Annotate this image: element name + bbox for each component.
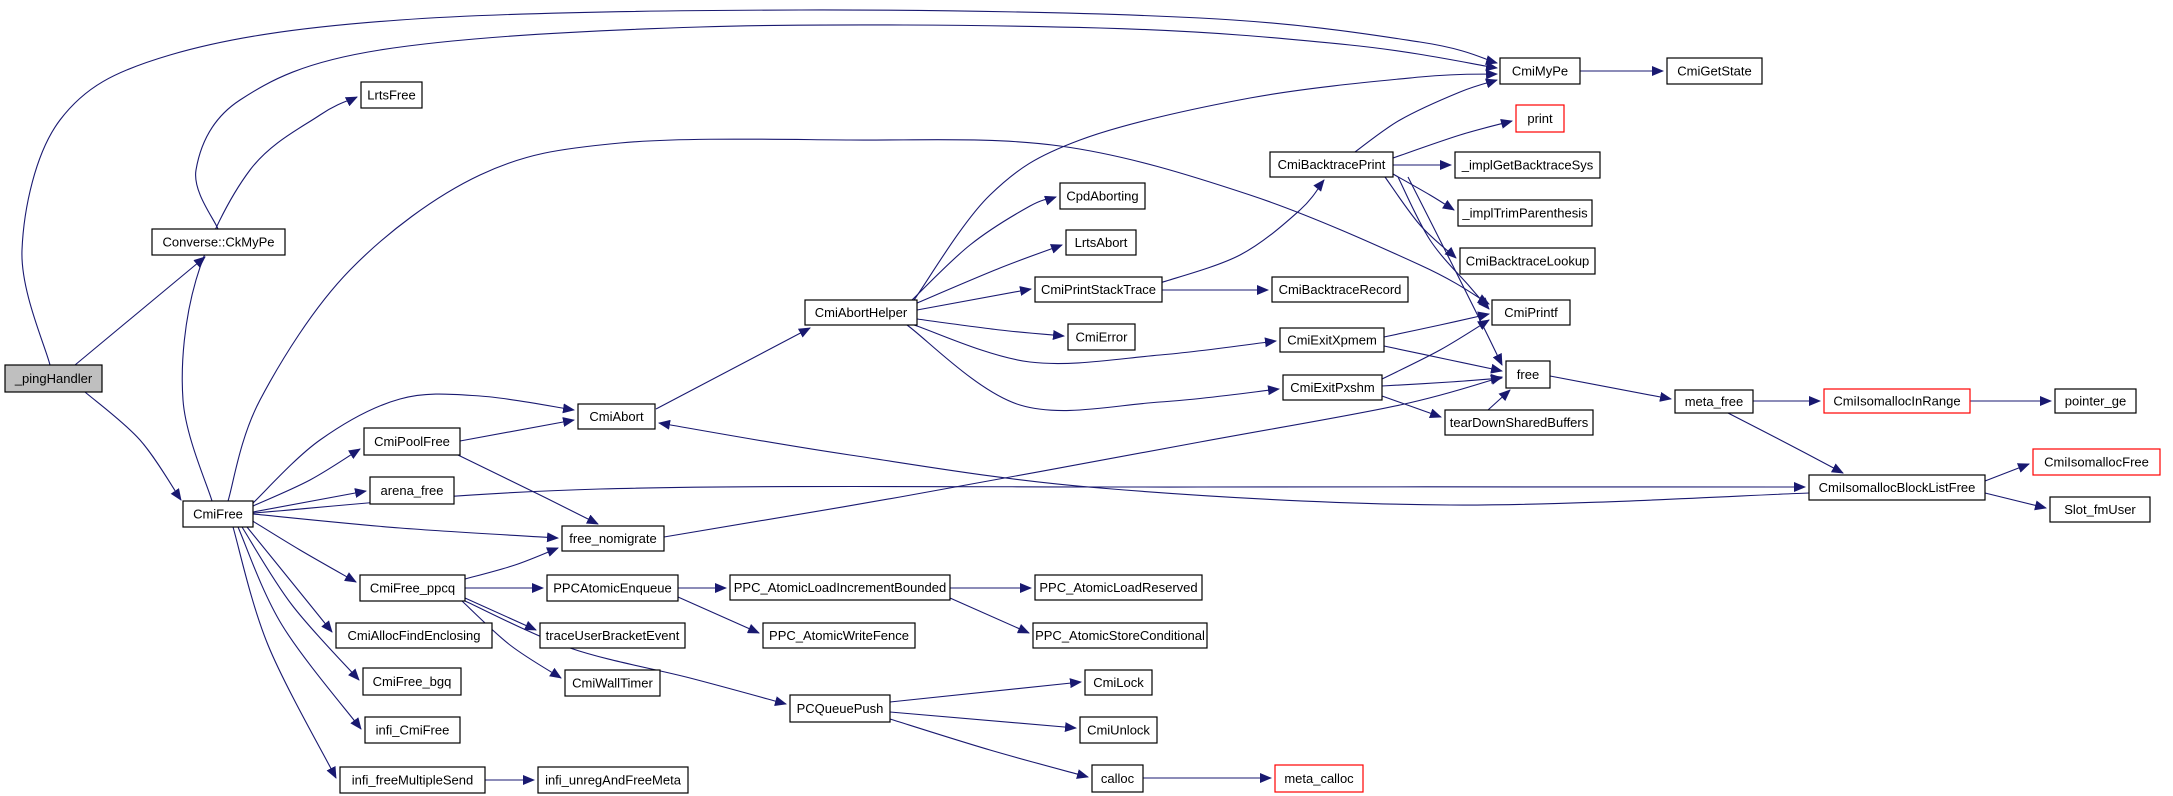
node-label-infi_unregAndFreeMeta: infi_unregAndFreeMeta (545, 772, 681, 788)
node-label-CmiPrintf: CmiPrintf (1504, 305, 1558, 320)
node-infi_unregAndFreeMeta[interactable] (538, 767, 688, 793)
node-Slot_fmUser[interactable] (2050, 497, 2150, 522)
node-label-CpdAborting: CpdAborting (1066, 188, 1139, 204)
node-label-CmiFree_bgq: CmiFree_bgq (372, 674, 452, 689)
node-label-CmiBacktraceRecord: CmiBacktraceRecord (1278, 282, 1402, 297)
node-label-CmiIsomallocBlockListFree: CmiIsomallocBlockListFree (1818, 480, 1976, 495)
node-label-implTrimParenthesis: _implTrimParenthesis (1462, 205, 1588, 221)
node-label-meta_free: meta_free (1684, 394, 1744, 409)
node-pingHandler (5, 365, 102, 392)
node-label-CmiAbort: CmiAbort (589, 409, 644, 424)
node-PPC_AtomicStoreConditional[interactable] (1033, 623, 1207, 648)
node-CmiWallTimer[interactable] (565, 670, 660, 696)
node-label-pingHandler: _pingHandler (14, 371, 93, 386)
node-CmiExitPxshm[interactable] (1283, 375, 1382, 400)
node-label-LrtsFree: LrtsFree (367, 87, 416, 103)
node-LrtsAbort[interactable] (1066, 230, 1136, 255)
node-CmiLock[interactable] (1085, 670, 1152, 695)
node-CmiPoolFree[interactable] (364, 428, 460, 455)
node-CkMyPe[interactable] (152, 229, 285, 255)
node-traceUserBracketEvent[interactable] (540, 623, 685, 648)
node-label-CmiExitXpmem: CmiExitXpmem (1287, 332, 1377, 348)
node-CmiPrintf[interactable] (1492, 300, 1570, 325)
node-label-LrtsAbort: LrtsAbort (1074, 235, 1128, 250)
node-label-CmiIsomallocInRange: CmiIsomallocInRange (1833, 393, 1961, 409)
node-label-PPC_AtomicLoadReserved: PPC_AtomicLoadReserved (1039, 580, 1198, 595)
node-calloc[interactable] (1092, 765, 1143, 792)
node-CmiBacktracePrint[interactable] (1270, 152, 1393, 177)
node-CmiAbort[interactable] (578, 404, 655, 429)
node-label-CmiWallTimer: CmiWallTimer (572, 675, 653, 691)
node-label-calloc: calloc (1100, 771, 1135, 786)
node-PCQueuePush[interactable] (790, 695, 890, 722)
node-CmiIsomallocFree[interactable] (2033, 449, 2160, 475)
node-label-CmiFree: CmiFree (193, 506, 243, 522)
node-arena_free[interactable] (370, 477, 454, 504)
node-label-PPC_AtomicStoreConditional: PPC_AtomicStoreConditional (1035, 628, 1205, 643)
node-label-CmiBacktraceLookup: CmiBacktraceLookup (1465, 253, 1590, 269)
node-label-free_nomigrate: free_nomigrate (569, 531, 657, 546)
node-label-CmiError: CmiError (1075, 329, 1128, 345)
node-CmiBacktraceLookup[interactable] (1460, 248, 1595, 274)
node-label-PCQueuePush: PCQueuePush (796, 701, 884, 716)
node-CmiFree_bgq[interactable] (363, 668, 461, 695)
node-CmiGetState[interactable] (1667, 58, 1762, 84)
node-CmiMyPe[interactable] (1500, 58, 1580, 84)
node-label-free: free (1516, 367, 1540, 382)
node-implGetBacktraceSys[interactable] (1455, 152, 1600, 178)
node-CpdAborting[interactable] (1060, 183, 1145, 209)
node-infi_CmiFree[interactable] (365, 717, 460, 743)
node-label-pointer_ge: pointer_ge (2064, 393, 2127, 409)
node-label-CmiAllocFindEnclosing: CmiAllocFindEnclosing (347, 628, 481, 643)
node-CmiIsomallocBlockListFree[interactable] (1809, 475, 1985, 500)
node-CmiBacktraceRecord[interactable] (1272, 277, 1408, 302)
node-print[interactable] (1516, 105, 1564, 132)
node-label-CmiIsomallocFree: CmiIsomallocFree (2044, 454, 2149, 470)
node-label-CmiAbortHelper: CmiAbortHelper (814, 305, 908, 320)
node-CmiExitXpmem[interactable] (1280, 328, 1384, 352)
node-label-CmiMyPe: CmiMyPe (1511, 63, 1569, 79)
node-meta_free[interactable] (1675, 390, 1753, 413)
node-label-infi_freeMultipleSend: infi_freeMultipleSend (351, 772, 474, 788)
node-infi_freeMultipleSend[interactable] (340, 767, 485, 793)
node-CmiFree_ppcq[interactable] (360, 575, 465, 601)
node-label-CkMyPe: Converse::CkMyPe (162, 234, 275, 250)
node-CmiUnlock[interactable] (1080, 717, 1157, 743)
node-label-CmiFree_ppcq: CmiFree_ppcq (369, 580, 456, 596)
node-label-PPC_AtomicWriteFence: PPC_AtomicWriteFence (769, 628, 909, 643)
node-label-arena_free: arena_free (380, 483, 444, 498)
node-label-meta_calloc: meta_calloc (1284, 771, 1354, 786)
node-label-CmiPrintStackTrace: CmiPrintStackTrace (1040, 282, 1157, 297)
node-free_nomigrate[interactable] (562, 526, 664, 551)
node-label-CmiBacktracePrint: CmiBacktracePrint (1277, 157, 1386, 172)
node-implTrimParenthesis[interactable] (1458, 200, 1592, 226)
node-label-CmiGetState: CmiGetState (1677, 63, 1752, 79)
node-CmiPrintStackTrace[interactable] (1035, 277, 1162, 302)
node-CmiFree[interactable] (183, 501, 253, 527)
node-CmiAllocFindEnclosing[interactable] (336, 623, 492, 648)
node-CmiError[interactable] (1068, 324, 1135, 350)
node-PPC_AtomicLoadReserved[interactable] (1035, 575, 1202, 600)
node-CmiIsomallocInRange[interactable] (1824, 389, 1970, 413)
node-PPCAtomicEnqueue[interactable] (547, 575, 678, 601)
node-label-PPC_AtomicLoadIncrementBounded: PPC_AtomicLoadIncrementBounded (733, 580, 947, 595)
node-label-CmiUnlock: CmiUnlock (1087, 722, 1150, 738)
node-label-Slot_fmUser: Slot_fmUser (2064, 502, 2136, 517)
node-CmiAbortHelper[interactable] (805, 300, 917, 325)
node-label-PPCAtomicEnqueue: PPCAtomicEnqueue (553, 580, 672, 596)
node-meta_calloc[interactable] (1275, 765, 1363, 792)
node-LrtsFree[interactable] (361, 82, 422, 108)
node-PPC_AtomicWriteFence[interactable] (763, 623, 915, 648)
node-label-implGetBacktraceSys: _implGetBacktraceSys (1461, 157, 1594, 173)
node-PPC_AtomicLoadIncrementBounded[interactable] (730, 575, 950, 600)
node-label-print: print (1527, 111, 1553, 126)
node-label-tearDownSharedBuffers: tearDownSharedBuffers (1449, 415, 1589, 430)
node-label-infi_CmiFree: infi_CmiFree (375, 722, 450, 738)
node-label-CmiLock: CmiLock (1093, 675, 1144, 690)
node-tearDownSharedBuffers[interactable] (1445, 410, 1593, 435)
node-free[interactable] (1506, 361, 1550, 388)
node-pointer_ge[interactable] (2055, 389, 2136, 413)
node-label-traceUserBracketEvent: traceUserBracketEvent (545, 628, 680, 643)
node-label-CmiPoolFree: CmiPoolFree (374, 434, 450, 449)
node-label-CmiExitPxshm: CmiExitPxshm (1290, 380, 1375, 395)
